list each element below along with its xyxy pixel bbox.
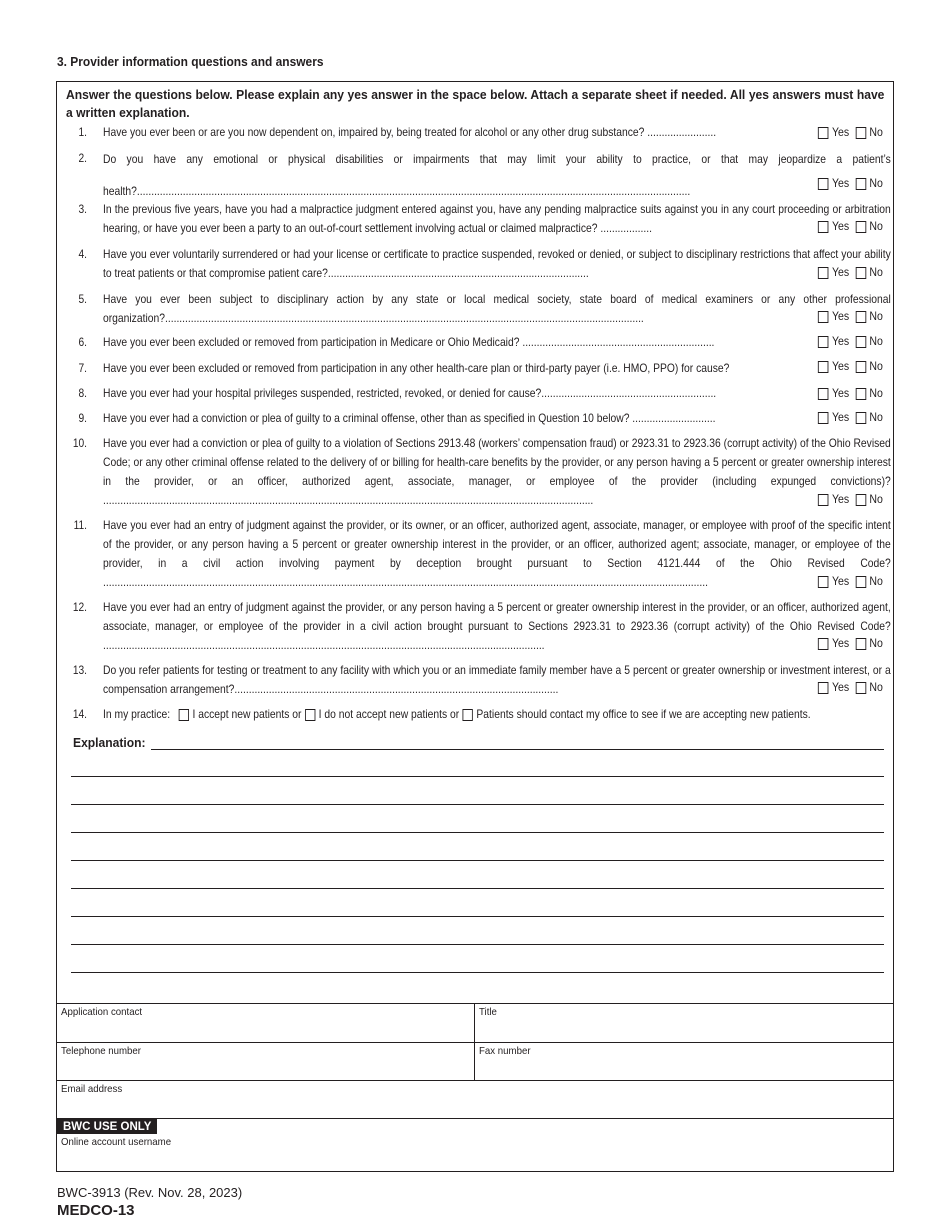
bwc-use-only-tag: BWC USE ONLY: [57, 1119, 157, 1134]
question-number: 6.: [78, 335, 87, 349]
question-text: Have you ever been subject to disciplinary action by any state or local medical society, state board of medical examiners or any other professional organization?.......................................................................................................................................................................: [103, 292, 891, 325]
no-checkbox[interactable]: [855, 361, 866, 373]
application-contact-field[interactable]: Application contact: [61, 1006, 143, 1018]
form-revision: BWC-3913 (Rev. Nov. 28, 2023): [57, 1185, 243, 1200]
no-checkbox[interactable]: [855, 127, 866, 139]
explanation-line[interactable]: [151, 749, 884, 750]
question-12: [57, 598, 893, 655]
question-number: 9.: [78, 411, 87, 425]
yes-checkbox[interactable]: [818, 336, 829, 348]
yes-checkbox[interactable]: [818, 388, 829, 400]
question-text: In the previous five years, have you had a malpractice judgment entered against you, have any pending malpractice suits against you in any court proceeding or arbitration hearing, or have you ever been a party to an out-of-court settlement involving actual or claimed malpractice? ..................: [103, 202, 891, 235]
yes-no-group: Yes No: [815, 263, 883, 282]
question-number: 5.: [78, 292, 87, 306]
yes-checkbox[interactable]: [818, 127, 829, 139]
contact-row: [57, 1003, 893, 1042]
yes-checkbox[interactable]: [818, 576, 829, 588]
explanation-line[interactable]: [71, 860, 884, 861]
yes-checkbox[interactable]: [818, 412, 829, 424]
question-text: Have you ever had a conviction or plea of guilty to a criminal offense, other than as specified in Question 10 below? .............................: [103, 411, 716, 425]
question-text: Have you ever voluntarily surrendered or had your license or certificate to practice suspended, revoked or denied, or subject to disciplinary restrictions that affect your ability to treat patients or that compromise patient care?...........................................................................................: [103, 247, 891, 280]
question-number: 8.: [78, 386, 87, 400]
yes-no-group: Yes No: [815, 572, 883, 591]
question-number: 13.: [72, 663, 87, 677]
section-heading: 3. Provider information questions and answers: [57, 54, 324, 69]
yes-no-group: Yes No: [815, 384, 883, 403]
explanation-line[interactable]: [71, 972, 884, 973]
yes-checkbox[interactable]: [818, 682, 829, 694]
fax-field[interactable]: Fax number: [479, 1045, 531, 1057]
questions-box: [56, 81, 894, 1172]
no-checkbox[interactable]: [855, 576, 866, 588]
yes-no-group: Yes No: [815, 490, 883, 509]
question-text: Have you ever had an entry of judgment against the provider, or any person having a 5 percent or greater ownership interest in the provider, or an officer, authorized agent, associate, manager, or employee of the provider in a civil action brought pursuant to Sections 2923.31 to 2923.36 (corrupt activity) of the Ohio Revised Code? ..........................................................................................................................................................: [103, 600, 891, 652]
yes-checkbox[interactable]: [818, 311, 829, 323]
no-checkbox[interactable]: [855, 682, 866, 694]
yes-checkbox[interactable]: [818, 178, 829, 190]
yes-checkbox[interactable]: [818, 221, 829, 233]
explanation-line[interactable]: [71, 804, 884, 805]
explanation-label: Explanation:: [73, 735, 146, 750]
title-field[interactable]: Title: [479, 1006, 497, 1018]
email-row: [57, 1080, 893, 1118]
yes-no-group: Yes No: [815, 332, 883, 351]
online-username-field[interactable]: Online account username: [61, 1136, 172, 1148]
no-checkbox[interactable]: [855, 311, 866, 323]
question-13: [57, 661, 893, 699]
yes-no-group: Yes No: [815, 307, 883, 326]
yes-no-group: Yes No: [815, 357, 883, 376]
yes-no-group: Yes No: [815, 174, 883, 193]
contact-office-checkbox[interactable]: [463, 709, 473, 721]
new-patients-options: In my practice: I accept new patients or I do not accept new patients or Patients should contact my office to see if we are accepting new patients.: [103, 707, 811, 721]
yes-checkbox[interactable]: [818, 267, 829, 279]
question-number: 7.: [78, 361, 87, 375]
yes-checkbox[interactable]: [818, 494, 829, 506]
question-1: [57, 123, 893, 143]
no-checkbox[interactable]: [855, 336, 866, 348]
no-checkbox[interactable]: [855, 494, 866, 506]
explanation-line[interactable]: [71, 944, 884, 945]
question-3: [57, 200, 893, 238]
yes-no-group: Yes No: [815, 217, 883, 236]
question-text: Have you ever had your hospital privileges suspended, restricted, revoked, or denied for cause?.............................................................: [103, 386, 717, 400]
question-number: 1.: [78, 125, 87, 139]
question-11: [57, 516, 893, 592]
no-checkbox[interactable]: [855, 638, 866, 650]
question-text: Have you ever been excluded or removed from participation in any other health-care plan or third-party payer (i.e. HMO, PPO) for cause?: [103, 361, 730, 375]
yes-checkbox[interactable]: [818, 638, 829, 650]
yes-checkbox[interactable]: [818, 361, 829, 373]
question-number: 10.: [72, 436, 87, 450]
email-field[interactable]: Email address: [61, 1083, 123, 1095]
explanation-line[interactable]: [71, 888, 884, 889]
question-6: [57, 333, 893, 353]
phone-row: [57, 1042, 893, 1080]
explanation-line[interactable]: [71, 776, 884, 777]
question-number: 3.: [78, 202, 87, 216]
yes-no-group: Yes No: [815, 678, 883, 697]
yes-no-group: Yes No: [815, 634, 883, 653]
no-checkbox[interactable]: [855, 412, 866, 424]
question-text: Have you ever had a conviction or plea of guilty to a violation of Sections 2913.48 (workers’ compensation fraud) or 2923.31 to 2923.36 (corrupt activity) of the Ohio Revised Code; or any other criminal offense related to the delivery of or billing for health-care benefits by the provider, or any person having a 5 percent or greater ownership interest in the provider, or an officer, authorized agent, associate, manager, or employee of the provider (including expunged convictions)? ...........................................................................................................................................................................: [103, 436, 891, 507]
yes-no-group: Yes No: [815, 123, 883, 142]
question-5: [57, 290, 893, 328]
question-number: 2.: [78, 151, 87, 165]
instructions: Answer the questions below. Please explain any yes answer in the space below. Attach a separate sheet if needed. All yes answers must have a written explanation.: [66, 87, 885, 120]
question-text: Have you ever been excluded or removed from participation in Medicare or Ohio Medicaid? ...................................................................: [103, 335, 715, 349]
question-7: [57, 359, 893, 379]
question-text: Have you ever been or are you now dependent on, impaired by, being treated for alcohol or any other drug substance? ........................: [103, 125, 717, 139]
question-4: [57, 245, 893, 283]
question-2: [57, 149, 893, 198]
question-9: [57, 409, 893, 429]
bwc-use-row: [57, 1118, 893, 1171]
yes-no-group: Yes No: [815, 408, 883, 427]
explanation-line[interactable]: [71, 916, 884, 917]
no-checkbox[interactable]: [855, 267, 866, 279]
not-accept-new-patients-checkbox[interactable]: [305, 709, 315, 721]
question-14: [57, 705, 893, 725]
form-code: MEDCO-13: [57, 1202, 135, 1219]
question-number: 14.: [72, 707, 87, 721]
question-text: Have you ever had an entry of judgment against the provider, or its owner, or an officer, authorized agent, associate, manager, or employee with proof of the specific intent of the provider, or any person having a 5 percent or greater ownership interest in the provider, or an officer, authorized agent; associate, manager, or employee of the provider, in a civil action involving payment by deception brought pursuant to Section 4121.444 of the Ohio Revised Code? ...................................................................................................................................................................................................................: [103, 518, 891, 589]
accept-new-patients-checkbox[interactable]: [179, 709, 189, 721]
question-number: 11.: [73, 518, 87, 532]
question-number: 12.: [72, 600, 87, 614]
question-8: [57, 384, 893, 404]
question-text: Do you refer patients for testing or treatment to any facility with which you or an immediate family member have a 5 percent or greater ownership or investment interest, or a compensation arrangement?.................................................................................................................: [103, 663, 891, 696]
question-text: Do you have any emotional or physical disabilities or impairments that may limit your ability to practice, or that may jeopardize a patient’s health?.................................................................................................................................................................................................: [103, 152, 891, 198]
no-checkbox[interactable]: [855, 178, 866, 190]
telephone-field[interactable]: Telephone number: [61, 1045, 142, 1057]
no-checkbox[interactable]: [855, 221, 866, 233]
no-checkbox[interactable]: [855, 388, 866, 400]
explanation-line[interactable]: [71, 832, 884, 833]
question-number: 4.: [78, 247, 87, 261]
question-10: [57, 434, 893, 510]
